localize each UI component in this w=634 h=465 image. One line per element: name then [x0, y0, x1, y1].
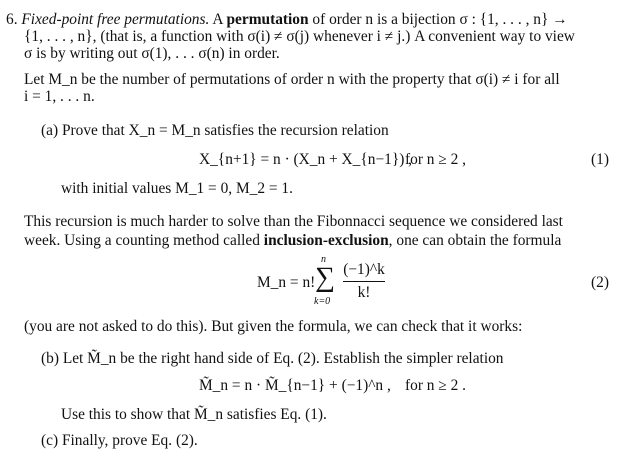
paragraph-line-2: week. Using a counting method called inclusion-exclusion, one can obtain the formula — [24, 232, 562, 249]
definition-line-2: i = 1, . . . n. — [24, 88, 95, 105]
part-c-label: (c) — [41, 432, 59, 449]
equation-3-condition: for n ≥ 2 . — [405, 377, 467, 394]
fraction-numerator: (−1)^k — [343, 261, 385, 278]
equation-2-number: (2) — [591, 274, 609, 291]
problem-title: Fixed-point free permutations. — [21, 11, 210, 28]
term-inclusion-exclusion: inclusion-exclusion — [263, 232, 389, 249]
initial-values: with initial values M_1 = 0, M_2 = 1. — [61, 180, 293, 197]
equation-3: M̃_n = n · M̃_{n−1} + (−1)^n , — [199, 377, 391, 394]
sum-upper-limit: n — [321, 254, 326, 265]
equation-1-condition: for n ≥ 2 , — [405, 151, 467, 168]
paragraph-after-formula: (you are not asked to do this). But given the formula, we can check that it works: — [24, 318, 523, 335]
problem-statement-line-1: 6. Fixed-point free permutations. A permutation of order n is a bijection σ : {1, . . . , n} → — [6, 11, 568, 28]
sum-lower-limit: k=0 — [314, 296, 331, 307]
fraction-denominator: k! — [357, 284, 371, 301]
part-a-label: (a) — [41, 122, 59, 139]
paragraph-line-1: This recursion is much harder to solve than the Fibonnacci sequence we considered last — [24, 213, 563, 230]
part-b-statement: (b) Let M̃_n be the right hand side of Eq. (2). Establish the simpler relation — [41, 350, 504, 367]
part-b-label: (b) — [41, 350, 59, 367]
term-permutation: permutation — [226, 11, 309, 28]
part-b-use-statement: Use this to show that M̃_n satisfies Eq. (1). — [61, 406, 327, 423]
equation-2-lhs: M_n = n! — [257, 274, 316, 291]
equation-1-number: (1) — [591, 151, 609, 168]
part-a-statement: (a) Prove that X_n = M_n satisfies the recursion relation — [41, 122, 389, 139]
summation-symbol: ∑ — [315, 262, 335, 293]
problem-statement-line-2: {1, . . . , n}, (that is, a function with σ(i) ≠ σ(j) whenever i ≠ j.) A convenient way to view — [24, 28, 575, 45]
problem-statement-line-3: σ is by writing out σ(1), . . . σ(n) in order. — [24, 45, 280, 62]
part-c-statement: (c) Finally, prove Eq. (2). — [41, 432, 198, 449]
problem-number: 6. — [6, 11, 18, 28]
fraction-bar — [343, 281, 385, 282]
equation-1: X_{n+1} = n · (X_n + X_{n−1}) , — [199, 151, 413, 168]
definition-line-1: Let M_n be the number of permutations of order n with the property that σ(i) ≠ i for all — [24, 71, 560, 88]
